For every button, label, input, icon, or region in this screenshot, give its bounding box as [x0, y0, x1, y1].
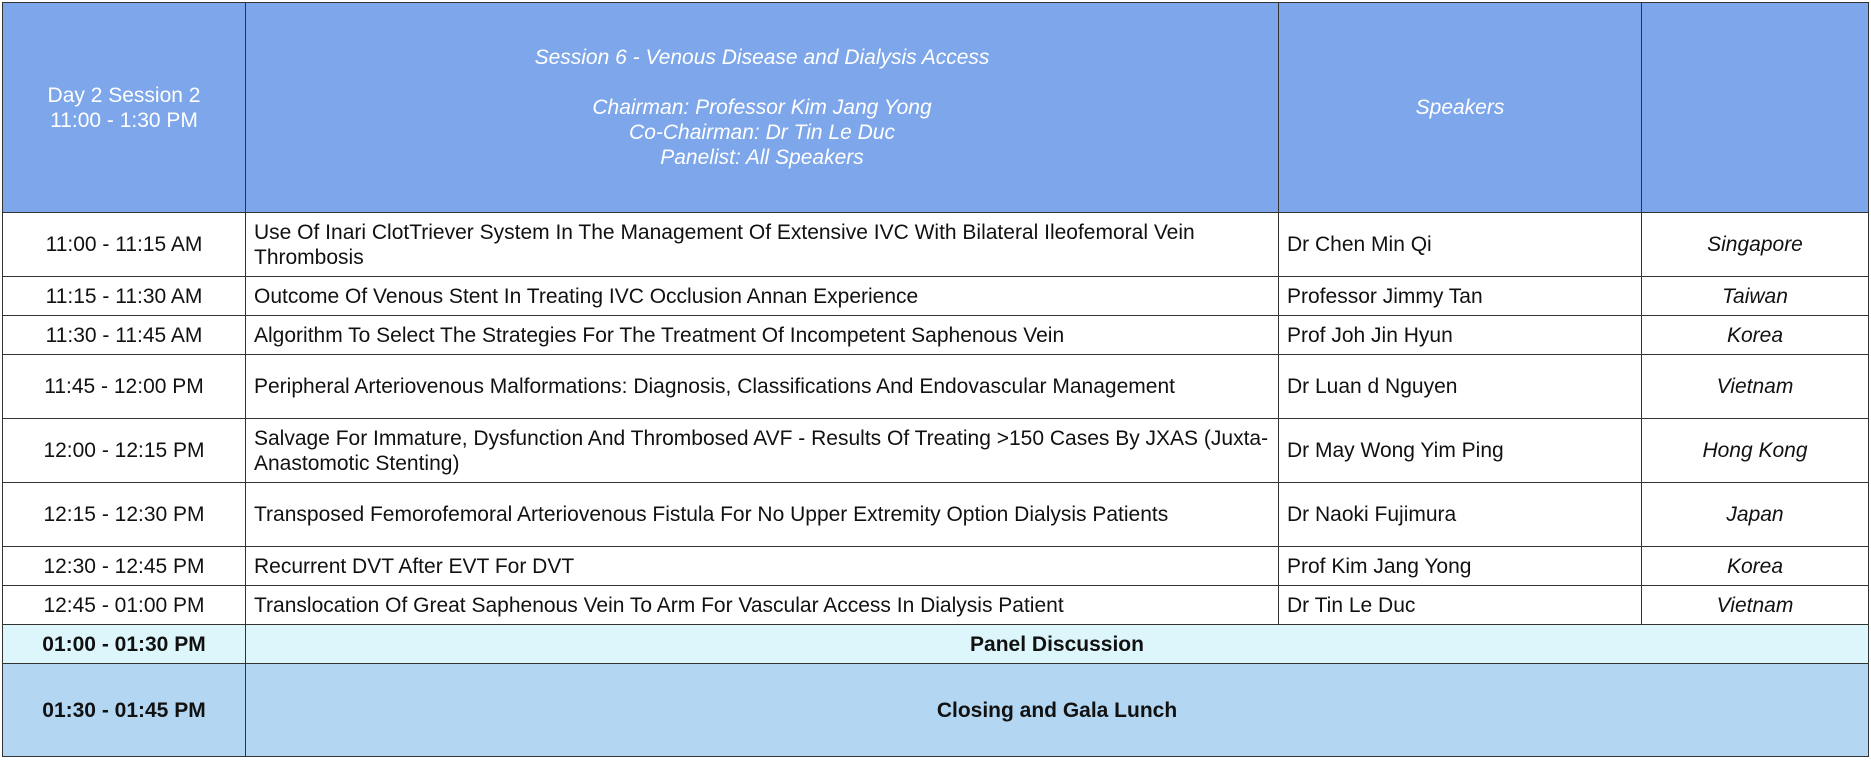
row-time: 12:30 - 12:45 PM [3, 547, 246, 586]
row-topic: Outcome Of Venous Stent In Treating IVC Occlusion Annan Experience [246, 277, 1279, 316]
day-session-cell [3, 3, 246, 213]
row-country: Vietnam [1642, 355, 1869, 419]
panel-discussion-row [3, 625, 1869, 664]
row-speaker: Dr Tin Le Duc [1279, 586, 1642, 625]
row-country: Taiwan [1642, 277, 1869, 316]
row-time: 11:45 - 12:00 PM [3, 355, 246, 419]
row-speaker: Prof Joh Jin Hyun [1279, 316, 1642, 355]
row-time: 12:00 - 12:15 PM [3, 419, 246, 483]
closing-row [3, 664, 1869, 757]
speakers-header: Speakers [1279, 3, 1642, 213]
table-row [3, 355, 1869, 419]
row-country: Singapore [1642, 213, 1869, 277]
table-row [3, 213, 1869, 277]
panelist: Panelist: All Speakers [660, 146, 864, 169]
day-session-label: Day 2 Session 2 [47, 83, 201, 107]
row-speaker: Prof Kim Jang Yong [1279, 547, 1642, 586]
row-topic: Algorithm To Select The Strategies For The Treatment Of Incompetent Saphenous Vein [246, 316, 1279, 355]
session-title: Session 6 - Venous Disease and Dialysis Access [534, 46, 990, 69]
row-time: 11:30 - 11:45 AM [3, 316, 246, 355]
table-row [3, 277, 1869, 316]
row-speaker: Dr Chen Min Qi [1279, 213, 1642, 277]
session-header-row [3, 3, 1869, 213]
table-row [3, 547, 1869, 586]
row-topic: Salvage For Immature, Dysfunction And Thrombosed AVF - Results Of Treating >150 Cases By JXAS (Juxta-Anastomotic Stenting) [246, 419, 1279, 483]
panel-time: 01:00 - 01:30 PM [3, 625, 246, 664]
row-time: 12:15 - 12:30 PM [3, 483, 246, 547]
panel-label: Panel Discussion [246, 625, 1869, 664]
table-row [3, 586, 1869, 625]
row-topic: Translocation Of Great Saphenous Vein To Arm For Vascular Access In Dialysis Patient [246, 586, 1279, 625]
row-country: Vietnam [1642, 586, 1869, 625]
table-row [3, 483, 1869, 547]
row-speaker: Dr May Wong Yim Ping [1279, 419, 1642, 483]
chairman: Chairman: Professor Kim Jang Yong [592, 96, 932, 119]
agenda-table [2, 2, 1869, 757]
row-speaker: Dr Naoki Fujimura [1279, 483, 1642, 547]
session-info-cell [246, 3, 1279, 213]
table-row [3, 419, 1869, 483]
co-chairman: Co-Chairman: Dr Tin Le Duc [629, 121, 895, 144]
row-time: 12:45 - 01:00 PM [3, 586, 246, 625]
row-country: Korea [1642, 547, 1869, 586]
row-topic: Recurrent DVT After EVT For DVT [246, 547, 1279, 586]
row-country: Hong Kong [1642, 419, 1869, 483]
row-country: Korea [1642, 316, 1869, 355]
row-time: 11:15 - 11:30 AM [3, 277, 246, 316]
row-speaker: Professor Jimmy Tan [1279, 277, 1642, 316]
country-header [1642, 3, 1869, 213]
row-speaker: Dr Luan d Nguyen [1279, 355, 1642, 419]
row-topic: Use Of Inari ClotTriever System In The Management Of Extensive IVC With Bilateral Ileofemoral Vein Thrombosis [246, 213, 1279, 277]
closing-time: 01:30 - 01:45 PM [3, 664, 246, 757]
row-topic: Transposed Femorofemoral Arteriovenous Fistula For No Upper Extremity Option Dialysis Patients [246, 483, 1279, 547]
row-topic: Peripheral Arteriovenous Malformations: Diagnosis, Classifications And Endovascular Management [246, 355, 1279, 419]
table-row [3, 316, 1869, 355]
row-time: 11:00 - 11:15 AM [3, 213, 246, 277]
closing-label: Closing and Gala Lunch [246, 664, 1869, 757]
row-country: Japan [1642, 483, 1869, 547]
day-session-time: 11:00 - 1:30 PM [50, 108, 198, 132]
